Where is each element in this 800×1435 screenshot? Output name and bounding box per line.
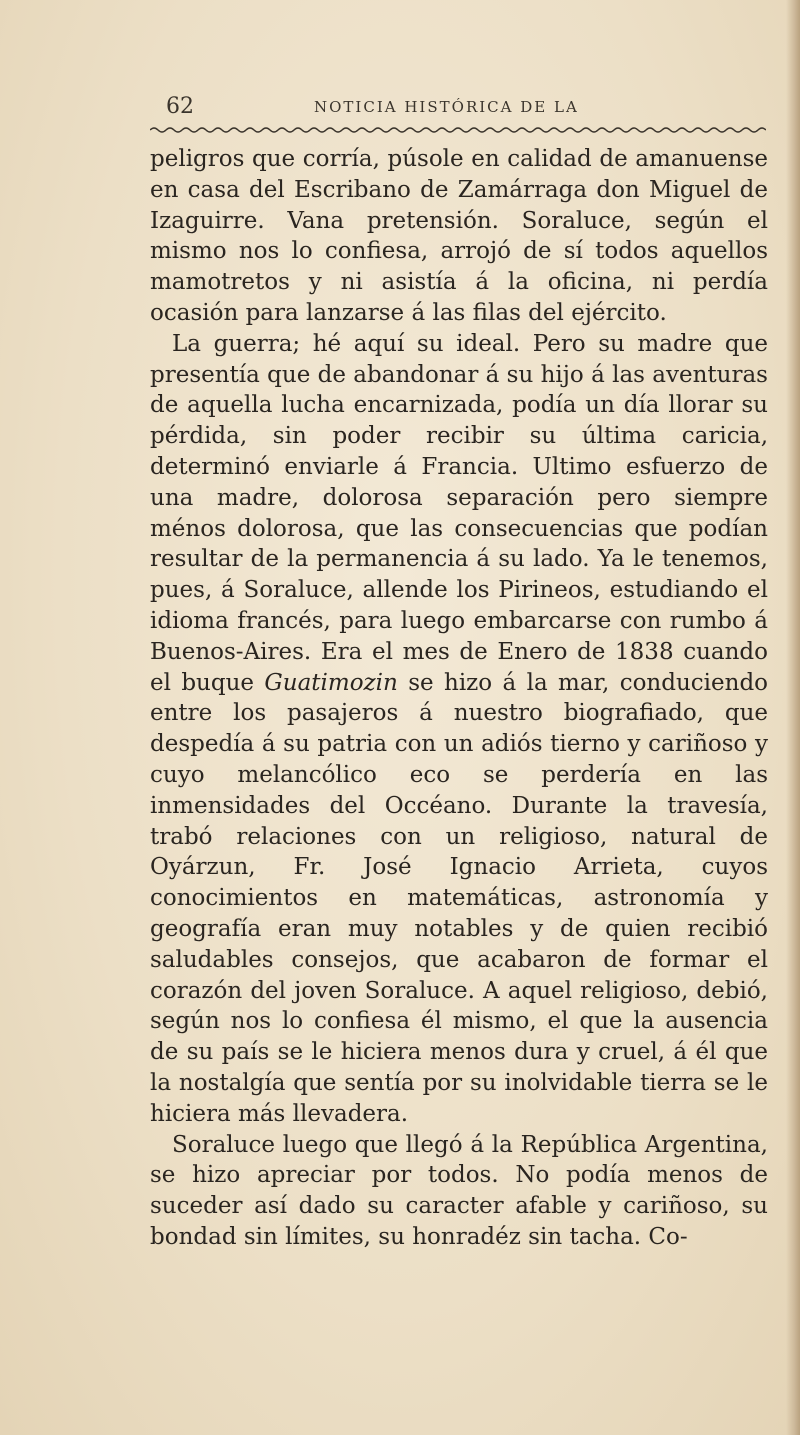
page-number: 62	[166, 94, 194, 119]
running-head: NOTICIA HISTÓRICA DE LA	[314, 98, 579, 116]
paragraph-1: peligros que corría, púsole en calidad de amanuense en casa del Escribano de Zamárraga don Miguel de Izaguirre. Vana pretensión. Soraluce, según el mismo nos lo confiesa, arrojó de sí todos aquellos mamotretos y ni asistía á la oficina, ni perdía ocasión para lanzarse á las filas del ejército.	[150, 146, 768, 326]
body-text	[150, 144, 768, 1253]
page-edge	[786, 0, 800, 1435]
header-rule	[150, 126, 766, 134]
paragraph-2	[150, 329, 768, 1130]
paragraph-2-text: La guerra; hé aquí su ideal. Pero su madre que presentía que de abandonar á su hijo á las aventuras de aquella lucha encarnizada, podía un día llorar su pérdida, sin poder recibir su última caricia, determinó enviarle á Francia. Ultimo esfuerzo de una madre, dolorosa separación pero siempre ménos dolorosa, que las consecuencias que podían resultar de la permanencia á su lado. Ya le tenemos, pues, á Soraluce, allende los Pirineos, estudiando el idioma francés, para luego embarcarse con rumbo á Buenos-Aires. Era el mes de Enero de 1838 cuando el buque	[150, 330, 768, 696]
page-header	[166, 92, 770, 124]
paragraph-2-continuation: se hizo á la mar, conduciendo entre los pasajeros á nuestro biografiado, que despedía á su patria con un adiós tierno y cariñoso y cuyo melancólico eco se perdería en las inmensidades del Occéano. Durante la travesía, trabó relaciones con un religioso, natural de Oyárzun, Fr. José Ignacio Arrieta, cuyos conocimientos en matemáticas, astronomía y geografía eran muy notables y de quien recibió saludables consejos, que acabaron de formar el corazón del joven Soraluce. A aquel religioso, debió, según nos lo confiesa él mismo, el que la ausencia de su país se le hiciera menos dura y cruel, á él que la nostalgía que sentía por su inolvidable tierra se le hiciera más llevadera.	[150, 669, 769, 1127]
ship-name: Guatimozin	[264, 669, 398, 696]
paragraph-3: Soraluce luego que llegó á la República Argentina, se hizo apreciar por todos. No podía menos de suceder así dado su caracter afable y cariñoso, su bondad sin límites, su honradéz sin tacha. Co-	[150, 1131, 768, 1250]
